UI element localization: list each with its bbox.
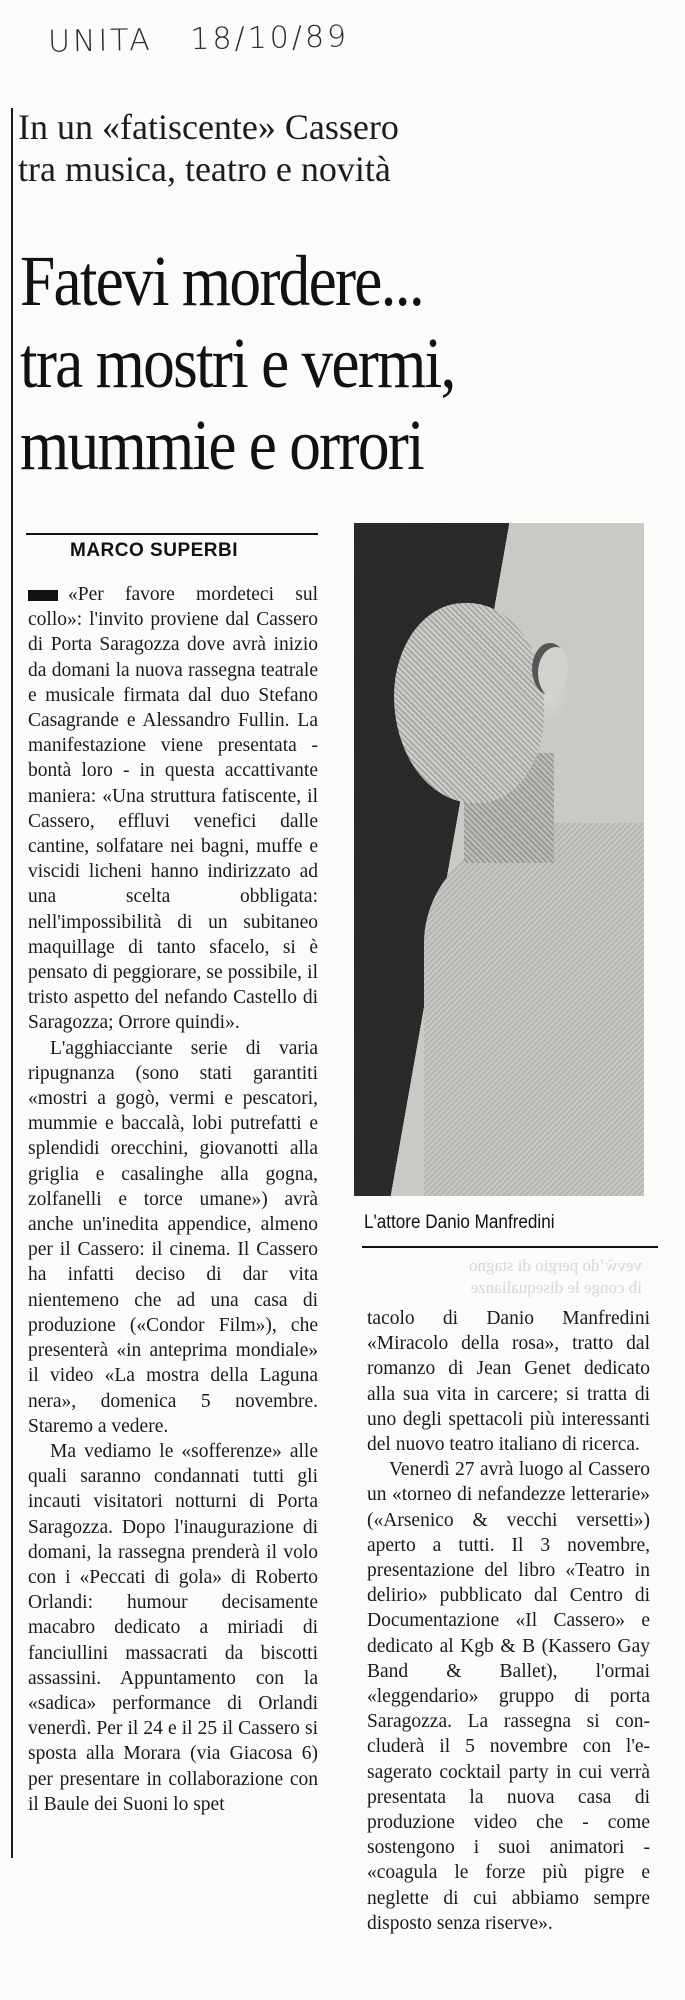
show-through-line: ib conge le disequalianze bbox=[470, 1278, 642, 1297]
paragraph-text: «Per favore mordeteci sul collo»: l'invito proviene dal Cassero di Porta Saragozza dove avrà inizio da domani la nuova rassegna teatrale e musicale firmata dal duo Stefano Casagrande e Alessandro Fullin. La manifestazione viene presentata - bontà loro - in questa accattivante maniera: «Una struttura fatiscente, il Cassero, effluvi venefici dalle cantine, solfatare nei bagni, muffe e viscidi licheni hanno indirizzato ad una scelta obbligata: nell'impossibilità di un subitaneo maquillage di tanto sfacelo, si è pensato di peggiorare, se possibile, il tristo aspetto del nefando Castello di Saragozza; Orrore quindi». bbox=[28, 584, 318, 1034]
actor-photo bbox=[354, 523, 644, 1196]
kicker bbox=[18, 106, 638, 190]
headline bbox=[20, 240, 592, 486]
paragraph: Ma vediamo le «sofferenze» alle quali saranno condannati tutti gli incauti visitatori notturni di Porta Saragozza. Dopo l'inaugurazione di domani, la rassegna prenderà il volo con i «Peccati di gola» di Roberto Orlandi: humour decisamente macabro dedicato a miriadi di fanciullini massacrati da biscotti assassini. Appuntamento con la «sadica» performance di Orlandi venerdì. Per il 24 e il 25 il Cassero si sposta alla Morara (via Giacosa 6) per presentare in collaborazione con il Baule dei Suoni lo spet bbox=[28, 1440, 318, 1815]
paragraph: Venerdì 27 avrà luogo al Cassero un «torneo di nefandezze letterarie» («Arsenico & vecchi versetti») aperto a tutti. Il 3 novembre, presentazione del libro «Teatro in delirio» pubblicato dal Centro di Documentazione «Il Cassero» e dedicato al Kgb & B (Kassero Gay Band & Ballet), l'ormai «leggendario» gruppo di porta Saragozza. La rassegna si concluderà il 5 novembre con l'esagerato cocktail party in cui verrà presentata la nuova casa di produzione video che - come sostengono i suoi animatori - «coagula le forze più pigre e neglette di cui abbiamo sempre disposto senza riserve». bbox=[367, 1459, 650, 1934]
show-through-text bbox=[372, 1255, 642, 1299]
headline-line: mummie e orrori bbox=[20, 405, 423, 485]
source-date: 18/10/89 bbox=[190, 19, 350, 58]
caption-rule bbox=[362, 1246, 658, 1248]
photo-torso-shape bbox=[424, 823, 644, 1196]
lead-block-icon bbox=[28, 590, 58, 601]
paragraph: L'agghiacciante serie di varia ripugnanza (sono stati garantiti «mostri a gogò, vermi e pescatori, mummie e baccalà, lobi putrefatti e splendidi orecchini, giovanotti alla griglia e casalinghe alla gogna, zolfanelli e torce umane») avrà anche un'inedita appendice, almeno per il Cassero: il cinema. Il Cassero ha infatti deciso di dar vita nientemeno che ad una casa di produzione («Condor Film»), che presenterà «in anteprima mondiale» il video «La mostra della Laguna nera», domenica 5 novembre. Staremo a vedere. bbox=[28, 1037, 318, 1437]
photo-ear-shape bbox=[532, 643, 568, 695]
kicker-line: In un «fatiscente» Cassero bbox=[18, 107, 399, 147]
byline-rule bbox=[26, 533, 318, 535]
photo-head-shape bbox=[394, 603, 544, 803]
paragraph bbox=[28, 582, 318, 1036]
article-column-left bbox=[28, 582, 318, 1817]
paragraph: tacolo di Danio Manfredini «Miracolo della rosa», tratto dal romanzo di Jean Genet dedicato alla sua vita in carcere; si tratta di uno degli spettacoli più interessanti del nuovo teatro italiano di ricerca. bbox=[367, 1308, 650, 1456]
show-through-line: vevw̃ʼdo pergio di stagno bbox=[469, 1256, 642, 1275]
headline-line: tra mostri e vermi, bbox=[20, 323, 455, 403]
handwritten-source-note bbox=[48, 19, 350, 59]
headline-line: Fatevi mordere... bbox=[20, 241, 423, 321]
article-column-right bbox=[367, 1306, 650, 1936]
photo-caption: L'attore Danio Manfredini bbox=[364, 1212, 555, 1233]
source-name: UNITA bbox=[47, 22, 154, 60]
left-margin-rule bbox=[11, 108, 13, 1858]
kicker-line: tra musica, teatro e novità bbox=[18, 149, 391, 189]
byline: MARCO SUPERBI bbox=[70, 540, 239, 561]
